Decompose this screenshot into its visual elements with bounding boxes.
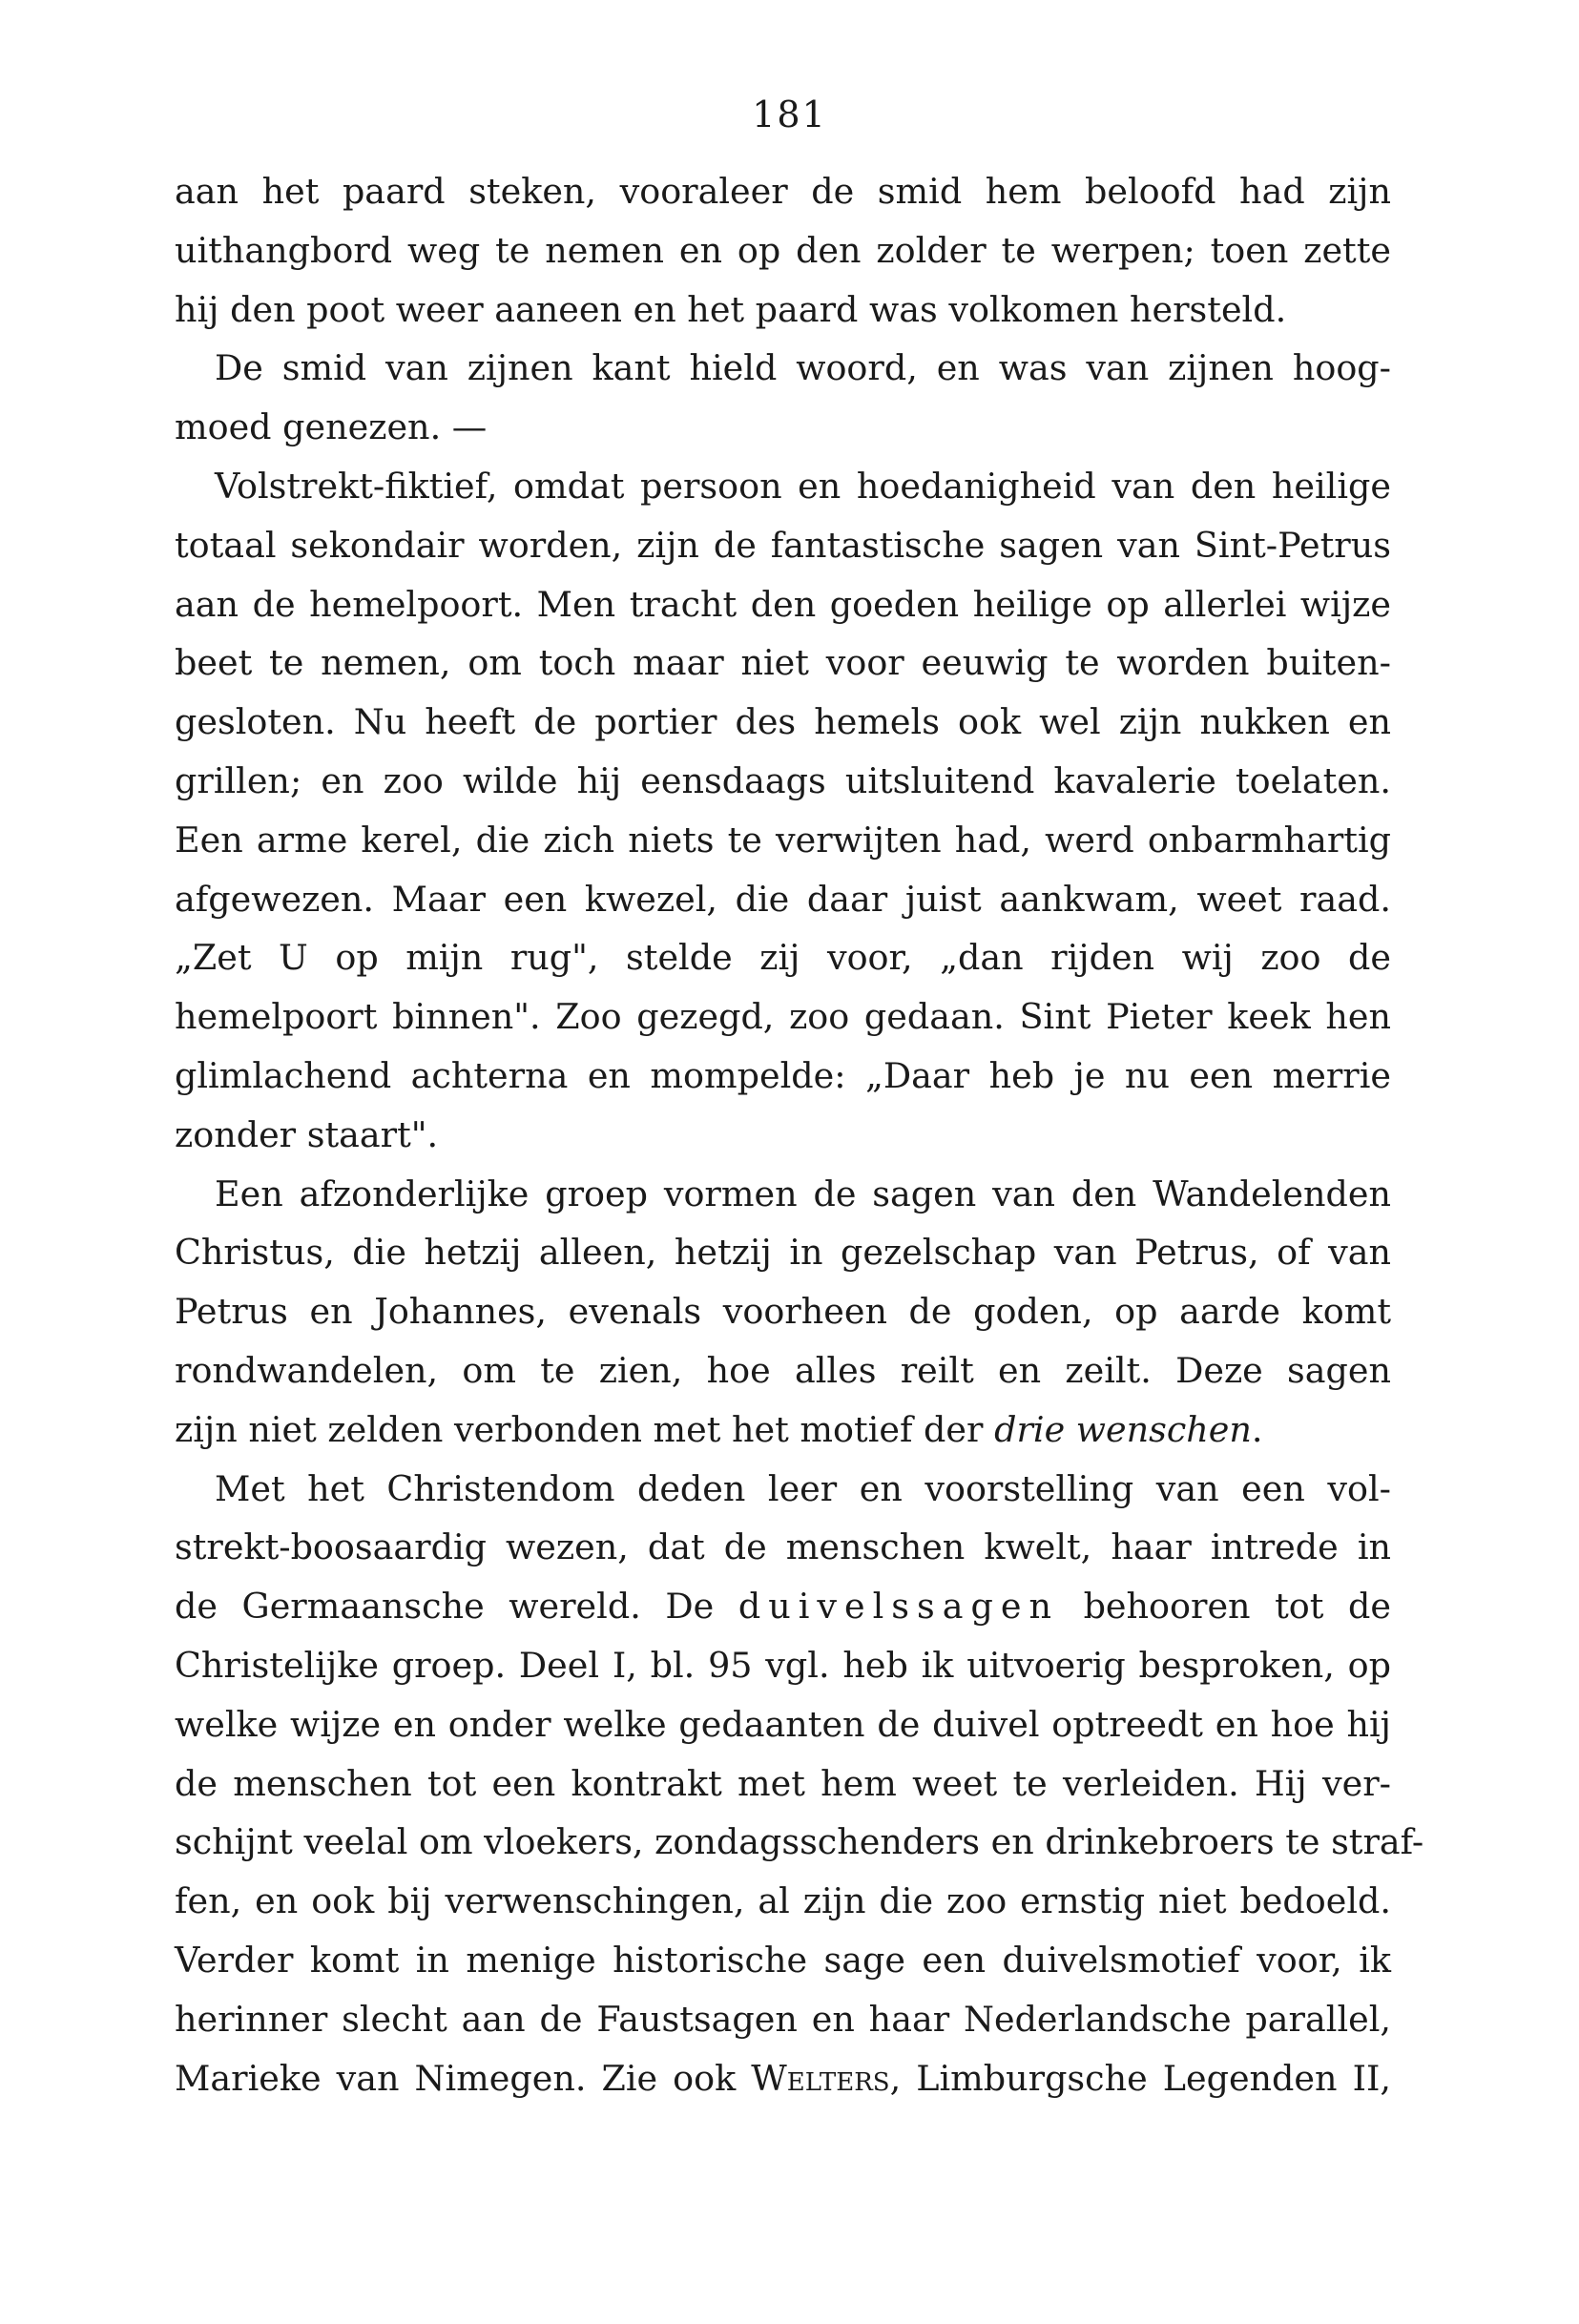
text-span: . [1251, 1408, 1263, 1450]
text-line: rondwandelen, om te zien, hoe alles reilt en zeilt. Deze sagen [175, 1349, 1391, 1391]
paragraph [175, 1165, 1391, 1460]
text-span: de Germaansche wereld. De [175, 1586, 738, 1628]
text-line: schijnt veelal om vloekers, zondagsschenders en drinkebroers te straf- [175, 1821, 1424, 1863]
spaced-term: duivelssagen [738, 1586, 1059, 1628]
text-line: herinner slecht aan de Faustsagen en haar Nederlandsche parallel, [175, 1998, 1391, 2040]
text-span: Marieke van Nimegen. Zie ook [175, 2057, 752, 2099]
text-line: De smid van zijnen kant hield woord, en was van zijnen hoog- [215, 347, 1391, 389]
text-line: totaal sekondair worden, zijn de fantastische sagen van Sint-Petrus [175, 524, 1391, 566]
text-line: moed genezen. — [175, 406, 488, 448]
text-span: , Limburgsche Legenden II, [889, 2057, 1392, 2099]
text-line: afgewezen. Maar een kwezel, die daar juist aankwam, weet raad. [175, 878, 1391, 920]
text-line [175, 1577, 1391, 1636]
page-body [175, 162, 1424, 2107]
text-line: Met het Christendom deden leer en voorstelling van een vol- [215, 1467, 1391, 1509]
paragraph [175, 1460, 1424, 2108]
text-line: strekt-boosaardig wezen, dat de menschen kwelt, haar intrede in [175, 1526, 1391, 1568]
text-span: behooren tot de [1058, 1586, 1391, 1628]
paragraph [175, 457, 1391, 1165]
author-name: Welters [751, 2057, 890, 2099]
text-line: grillen; en zoo wilde hij eensdaags uitsluitend kavalerie toelaten. [175, 759, 1391, 801]
text-line: Een arme kerel, die zich niets te verwijten had, werd onbarmhartig [175, 819, 1391, 861]
text-line: aan het paard steken, vooraleer de smid hem beloofd had zijn [175, 171, 1391, 212]
text-line: „Zet U op mijn rug", stelde zij voor, „dan rijden wij zoo de [175, 937, 1391, 979]
emphasized-term: drie wenschen [994, 1408, 1252, 1450]
text-line: hemelpoort binnen". Zoo gezegd, zoo gedaan. Sint Pieter keek hen [175, 996, 1391, 1038]
text-line: glimlachend achterna en mompelde: „Daar heb je nu een merrie [175, 1054, 1391, 1096]
text-line: Volstrekt-fiktief, omdat persoon en hoedanigheid van den heilige [215, 465, 1391, 507]
paragraph [175, 339, 1391, 457]
text-line: Petrus en Johannes, evenals voorheen de goden, op aarde komt [175, 1291, 1391, 1333]
page-number: 181 [752, 93, 827, 135]
text-line: Verder komt in menige historische sage een duivelsmotief voor, ik [175, 1939, 1391, 1981]
text-line: beet te nemen, om toch maar niet voor eeuwig te worden buiten- [175, 642, 1391, 684]
text-line: aan de hemelpoort. Men tracht den goeden heilige op allerlei wijze [175, 583, 1391, 625]
text-line: zonder staart". [175, 1113, 439, 1155]
text-line: hij den poot weer aaneen en het paard was volkomen hersteld. [175, 288, 1287, 330]
text-line: Christus, die hetzij alleen, hetzij in gezelschap van Petrus, of van [175, 1232, 1391, 1274]
text-span: zijn niet zelden verbonden met het motief der [175, 1408, 995, 1450]
text-line: gesloten. Nu heeft de portier des hemels ook wel zijn nukken en [175, 701, 1391, 743]
text-line: welke wijze en onder welke gedaanten de duivel optreedt en hoe hij [175, 1703, 1391, 1745]
text-line [175, 2049, 1391, 2108]
text-line [175, 1401, 1391, 1460]
text-line: de menschen tot een kontrakt met hem weet te verleiden. Hij ver- [175, 1762, 1391, 1804]
text-line: uithangbord weg te nemen en op den zolder te werpen; toen zette [175, 229, 1391, 271]
paragraph [175, 162, 1391, 339]
text-line: Een afzonderlijke groep vormen de sagen van den Wandelenden [215, 1172, 1391, 1214]
text-line: fen, en ook bij verwenschingen, al zijn die zoo ernstig niet bedoeld. [175, 1880, 1391, 1922]
text-line: Christelijke groep. Deel I, bl. 95 vgl. heb ik uitvoerig besproken, op [175, 1644, 1391, 1686]
